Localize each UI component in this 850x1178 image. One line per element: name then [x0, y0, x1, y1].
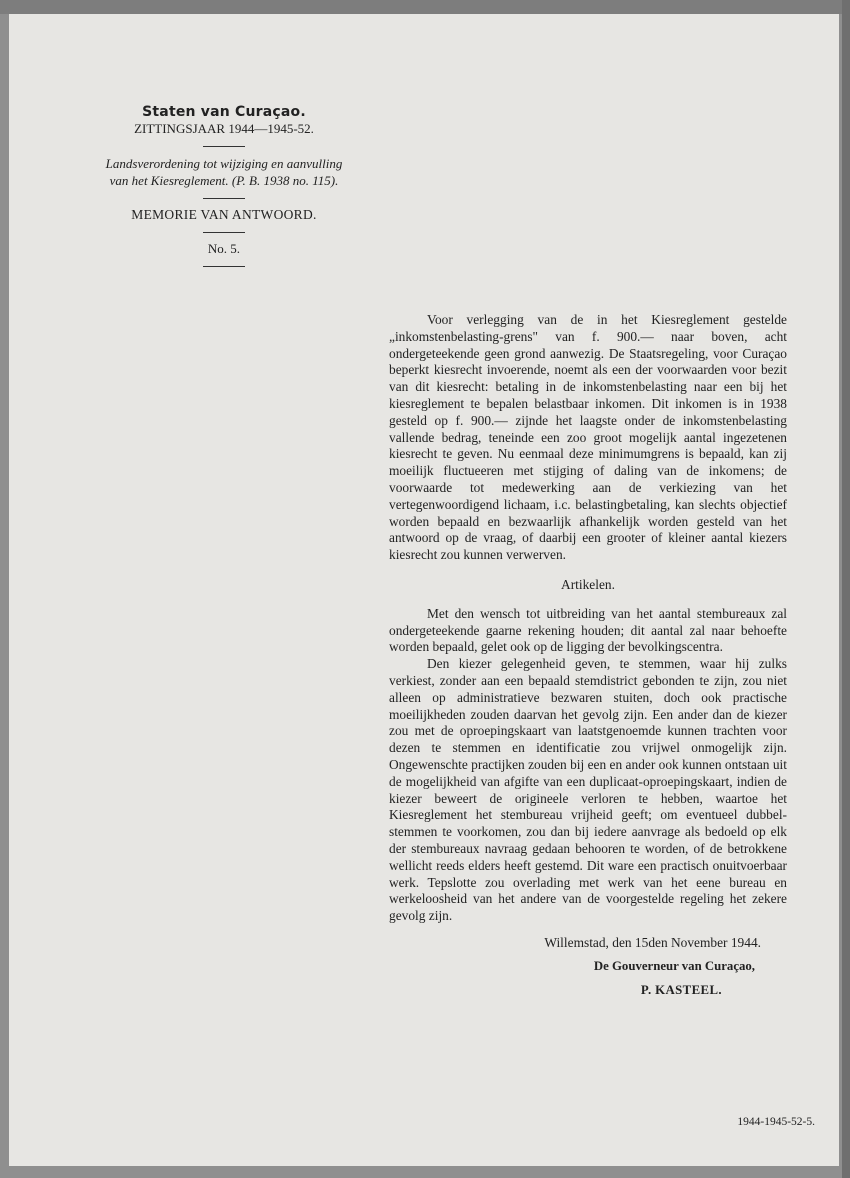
section-heading-artikelen: Artikelen. [561, 576, 615, 592]
law-title-line-2: van het Kiesreglement. (P. B. 1938 no. 115). [109, 173, 339, 188]
document-number: No. 5. [207, 241, 241, 256]
header-divider [203, 146, 245, 147]
document-body [389, 312, 787, 999]
scan-border-top [0, 0, 850, 14]
scan-border-right [842, 0, 850, 1178]
document-reference-code: 1944-1945-52-5. [737, 1116, 815, 1128]
law-title-line-1: Landsverordening tot wijziging en aanvulling [105, 156, 343, 171]
header-divider [203, 232, 245, 233]
header-divider [203, 266, 245, 267]
signer-name: P. KASTEEL. [640, 983, 722, 998]
document-page [9, 14, 839, 1166]
paragraph-stembureaux: Met den wensch tot uitbreiding van het aantal stembureaux zal ondergeteekende gaarne rekening houden; dit aantal zal naar behoefte worden bepaald, gelet ook op de ligging der bevolkingscentra. [389, 605, 787, 655]
signer-title: De Gouverneur van Curaçao, [593, 958, 755, 973]
header-divider [203, 198, 245, 199]
paragraph-kiezer: Den kiezer gelegenheid geven, te stemmen, waar hij zulks verkiest, zonder aan een bepaald stemdistrict gebonden te zijn, zou niet alleen op administratieve bezwaren stuiten, doch ook practische moeilijkheden zouden daarvan het gevolg zijn. Een ander dan de kiezer zou met de oproepingskaart van laatstgenoemde kunnen trachten voor dezen te stemmen en identificatie zou vrijwel onmogelijk zijn. Ongewenschte practijken zouden bij een en ander ook kunnen ontstaan uit de mogelijkheid van afgifte van een duplicaat-oproepingskaart, indien de kiezer beweert de origineele verloren te hebben, waartoe het Kiesreglement het stembureau vrijheid geeft; om eventueel dubbel-stemmen te voorkomen, zou dan bij iedere aanvrage als bedoeld op elk der stembureaux navraag gedaan behooren te worden, of de betrokkene wellicht reeds elders heeft gestemd. Dit ware een practisch onuitvoerbaar werk. Tepslotte zou overlading met werk van het eene bureau en werkeloosheid van het andere van de voorgestelde regeling het zekere gevolg zijn. [389, 656, 787, 924]
dateline: Willemstad, den 15den November 1944. [544, 934, 761, 950]
session-year: ZITTINGSJAAR 1944—1945-52. [134, 121, 314, 136]
document-type: MEMORIE VAN ANTWOORD. [131, 207, 317, 222]
intro-paragraph: Voor verlegging van de in het Kiesreglement gestelde „inkomstenbelasting-grens" van f. 900.— naar boven, acht ondergeteekende geen grond aanwezig. De Staatsregeling, voor Curaçao beperkt kiesrecht invoerende, noemt als een der voorwaarden voor bezit van dit kiesrecht: betaling in de inkomstenbelasting naar een bij het kiesreglement te bepalen belastbaar inkomen. Dit inkomen is in 1938 gesteld op f. 900.— zijnde het laagste onder de inkomstenbelasting vallende bedrag, teneinde een zoo groot mogelijk aantal ingezetenen kiesrecht te geven. Nu eenmaal deze minimumgrens is bepaald, kan zij moeilijk fluctueeren met stijging of daling van de inkomens; de voorwaarde tot medewerking aan de verkiezing van het vertegenwoordigend lichaam, i.c. belastingbetaling, kan slechts objectief worden bepaald en bezwaarlijk afhankelijk worden gesteld van het antwoord op de vraag, of daarbij een grooter of kleiner aantal kiezers kiesrecht zou kunnen verwerven. [389, 312, 787, 563]
assembly-title: Staten van Curaçao. [142, 104, 306, 120]
document-header [64, 104, 384, 275]
